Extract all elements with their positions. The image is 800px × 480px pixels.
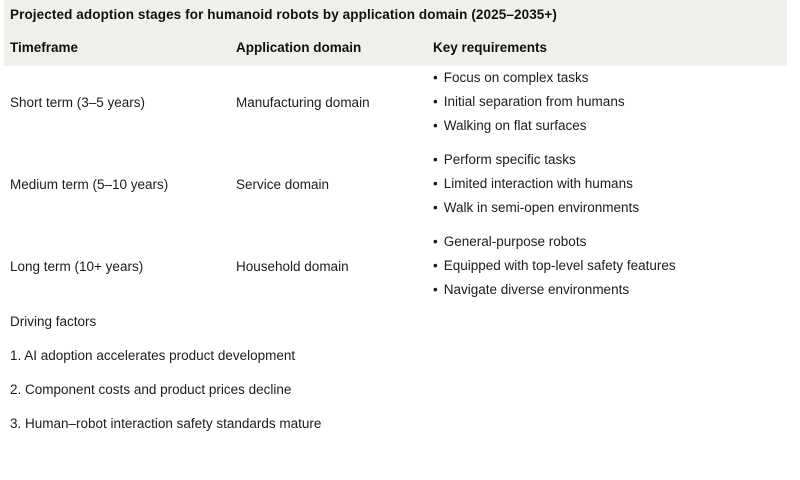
page-title: Projected adoption stages for humanoid robots by application domain (2025–2035+) <box>10 6 557 22</box>
domain-cell: Manufacturing domain <box>236 94 370 110</box>
bullet-item <box>433 66 800 90</box>
timeframe-cell: Long term (10+ years) <box>10 258 144 274</box>
table-row <box>10 148 800 220</box>
driving-factor-item: 3. Human–robot interaction safety standards mature <box>10 415 322 431</box>
table-row <box>10 66 800 138</box>
bullet-item <box>433 196 800 220</box>
requirements-cell <box>433 230 800 302</box>
bullet-item <box>433 172 800 196</box>
bullet-text: Focus on complex tasks <box>443 70 589 85</box>
driving-factor-item: 1. AI adoption accelerates product development <box>10 347 296 363</box>
bullet-icon: • <box>433 200 438 215</box>
bullet-icon: • <box>433 118 438 133</box>
bullet-icon: • <box>433 94 438 109</box>
bullet-item <box>433 114 800 138</box>
bullet-item <box>433 278 800 302</box>
bullet-icon: • <box>433 234 438 249</box>
timeframe-cell: Short term (3–5 years) <box>10 94 146 110</box>
driving-factors-heading: Driving factors <box>10 313 97 329</box>
bullet-item <box>433 148 800 172</box>
bullet-item <box>433 254 800 278</box>
bullet-text: Initial separation from humans <box>443 94 625 109</box>
timeframe-cell: Medium term (5–10 years) <box>10 176 169 192</box>
bullet-icon: • <box>433 152 438 167</box>
bullet-text: Walk in semi-open environments <box>443 200 640 215</box>
bullet-text: Equipped with top-level safety features <box>443 258 676 273</box>
requirements-cell <box>433 148 800 220</box>
bullet-icon: • <box>433 282 438 297</box>
column-header-application-domain: Application domain <box>236 39 362 55</box>
bullet-text: General-purpose robots <box>443 234 587 249</box>
bullet-text: Navigate diverse environments <box>443 282 630 297</box>
requirements-cell <box>433 66 800 138</box>
table-body <box>10 66 800 302</box>
bullet-text: Perform specific tasks <box>443 152 576 167</box>
bullet-text: Walking on flat surfaces <box>443 118 587 133</box>
domain-cell: Household domain <box>236 258 349 274</box>
table-header-row <box>10 28 800 66</box>
driving-factor-item: 2. Component costs and product prices decline <box>10 381 292 397</box>
bullet-item <box>433 230 800 254</box>
bullet-item <box>433 90 800 114</box>
bullet-icon: • <box>433 70 438 85</box>
bullet-icon: • <box>433 258 438 273</box>
column-header-key-requirements: Key requirements <box>433 39 548 55</box>
table-row <box>10 230 800 302</box>
domain-cell: Service domain <box>236 176 330 192</box>
driving-factors-section <box>10 304 800 440</box>
bullet-text: Limited interaction with humans <box>443 176 633 191</box>
bullet-icon: • <box>433 176 438 191</box>
column-header-timeframe: Timeframe <box>10 39 79 55</box>
